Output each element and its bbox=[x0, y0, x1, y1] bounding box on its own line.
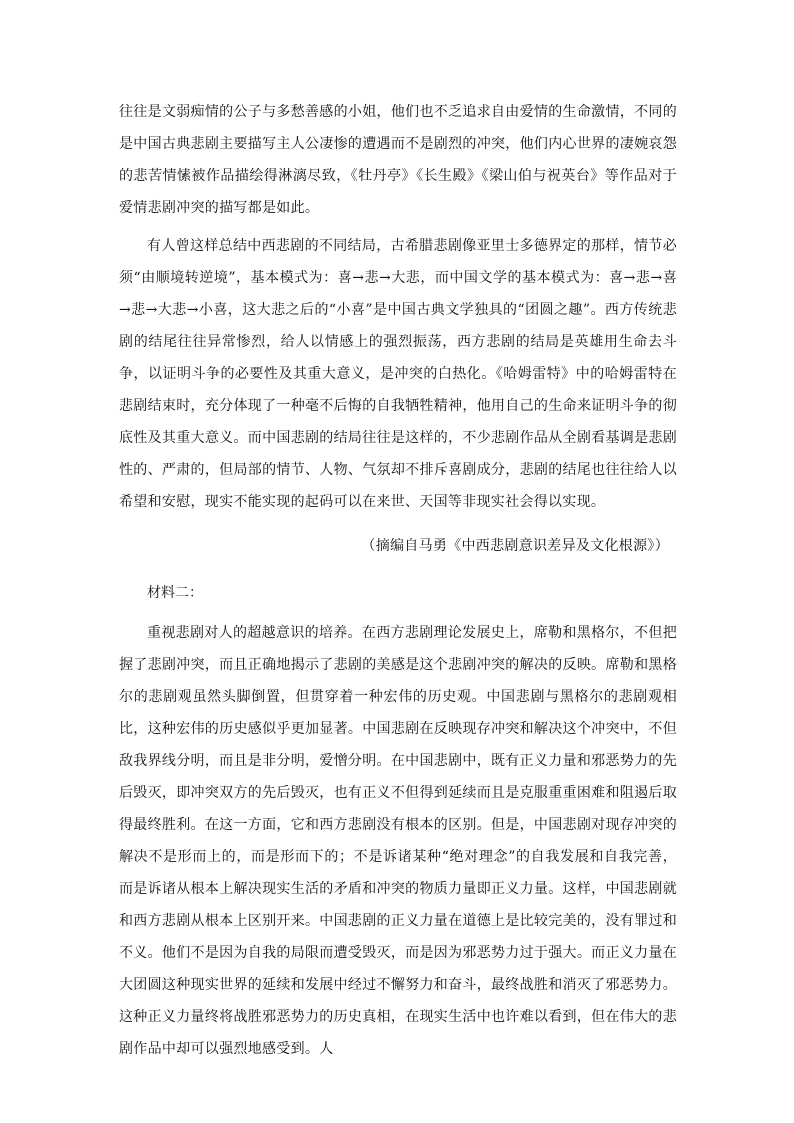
paragraph-3: 重视悲剧对人的超越意识的培养。在西方悲剧理论发展史上，席勒和黑格尔，不但把握了悲剧冲突，而且正确地揭示了悲剧的美感是这个悲剧冲突的解决的反映。席勒和黑格尔的悲剧观虽然头脚倒置，但贯穿着一种宏伟的历史观。中国悲剧与黑格尔的悲剧观相比，这种宏伟的历史感似乎更加显著。中国悲剧在反映现存冲突和解决这个冲突中，不但敌我界线分明，而且是非分明，爱憎分明。在中国悲剧中，既有正义力量和邪恶势力的先后毁灭，即冲突双方的先后毁灭，也有正义不但得到延续而且是克服重重困难和阻遏后取得最终胜利。在这一方面，它和西方悲剧没有根本的区别。但是，中国悲剧对现存冲突的解决不是形而上的，而是形而下的；不是诉诸某种“绝对理念”的自我发展和自我完善，而是诉诸从根本上解决现实生活的矛盾和冲突的物质力量即正义力量。这样，中国悲剧就和西方悲剧从根本上区别开来。中国悲剧的正义力量在道德上是比较完美的，没有罪过和不义。他们不是因为自我的局限而遭受毁灭，而是因为邪恶势力过于强大。而正义力量在大团圆这种现实世界的延续和发展中经过不懈努力和奋斗，最终战胜和消灭了邪恶势力。这种正义力量终将战胜邪恶势力的历史真相，在现实生活中也许难以看到，但在伟大的悲剧作品中却可以强烈地感受到。人 bbox=[119, 625, 677, 1057]
paragraph-2: 有人曾这样总结中西悲剧的不同结局，古希腊悲剧像亚里士多德界定的那样，情节必须“由顺境转逆境”，基本模式为：喜→悲→大悲，而中国文学的基本模式为：喜→悲→喜→悲→大悲→小喜，这大悲之后的“小喜”是中国古典文学独具的“团圆之趣”。西方传统悲剧的结尾往往异常惨烈，给人以情感上的强烈振荡，西方悲剧的结局是英雄用生命去斗争，以证明斗争的必要性及其重大意义，是冲突的白热化。《哈姆雷特》中的哈姆雷特在悲剧结束时，充分体现了一种毫不后悔的自我牺牲精神，他用自己的生命来证明斗争的彻底性及其重大意义。而中国悲剧的结局往往是这样的，不少悲剧作品从全剧看基调是悲剧性的、严肃的，但局部的情节、人物、气氛却不排斥喜剧成分，悲剧的结尾也往往给人以希望和安慰，现实不能实现的起码可以在来世、天国等非现实社会得以实现。 bbox=[119, 238, 677, 510]
material-2-heading: 材料二： bbox=[147, 585, 203, 601]
paragraph-1: 往往是文弱痴情的公子与多愁善感的小姐，他们也不乏追求自由爱情的生命激情，不同的是中国古典悲剧主要描写主人公凄惨的遭遇而不是剧烈的冲突，他们内心世界的凄婉哀怨的悲苦情愫被作品描绘得淋漓尽致，《牡丹亭》《长生殿》《梁山伯与祝英台》等作品对于爱情悲剧冲突的描写都是如此。 bbox=[119, 104, 677, 216]
citation: （摘编自马勇《中西悲剧意识差异及文化根源》） bbox=[361, 538, 669, 554]
